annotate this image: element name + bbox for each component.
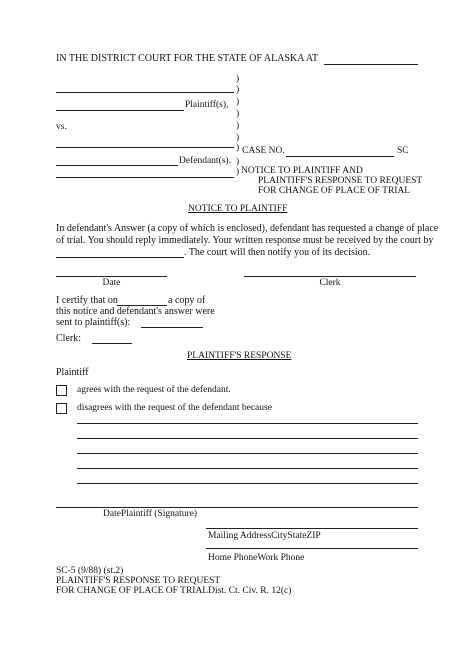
reason-line[interactable] xyxy=(77,468,418,469)
defendant-name-line-2[interactable] xyxy=(56,165,178,166)
case-no-field[interactable] xyxy=(286,156,394,157)
response-deadline-field[interactable] xyxy=(56,257,184,258)
agree-option-label: agrees with the request of the defendant. xyxy=(77,385,231,395)
certify-text-copy: a copy of xyxy=(168,295,206,306)
mailing-address-label: Mailing AddressCityStateZIP xyxy=(208,531,321,541)
response-title: PLAINTIFF'S RESPONSE xyxy=(187,351,292,361)
date-line[interactable] xyxy=(56,276,167,277)
defendant-label: Defendant(s). xyxy=(179,156,231,166)
plaintiff-name-line[interactable] xyxy=(56,92,234,93)
caption-paren: ) xyxy=(236,109,240,119)
certify-sent-field[interactable] xyxy=(141,327,203,328)
vs-label: vs. xyxy=(56,122,67,132)
phone-line[interactable] xyxy=(206,548,418,549)
caption-paren: ) xyxy=(236,97,240,107)
disagree-option-label: disagrees with the request of the defendant because xyxy=(77,403,272,413)
notice-body-line-1: In defendant's Answer (a copy of which is enclosed), defendant has requested a change of place xyxy=(56,223,439,234)
doc-title-line-3: FOR CHANGE OF PLACE OF TRIAL xyxy=(258,186,411,196)
notice-body-line-2: of trial. You should reply immediately. Your written response must be received by the court by xyxy=(56,235,434,246)
caption-paren: ) xyxy=(236,121,240,131)
response-plaintiff-label: Plaintiff xyxy=(56,367,89,378)
form-id: SC-5 (9/88) (st.2) xyxy=(56,566,124,576)
disagree-checkbox[interactable] xyxy=(56,403,67,414)
caption-paren: ) xyxy=(236,85,240,95)
footer-line-3: FOR CHANGE OF PLACE OF TRIALDist. Ct. Civ. R. 12(c) xyxy=(56,586,292,596)
caption-paren: ) xyxy=(236,167,240,177)
court-heading: IN THE DISTRICT COURT FOR THE STATE OF ALASKA AT xyxy=(56,53,319,64)
case-suffix: SC xyxy=(397,146,409,156)
plaintiff-label: Plaintiff(s), xyxy=(185,100,229,110)
clerk-label: Clerk xyxy=(319,278,341,288)
certify-text-line-3: sent to plaintiff(s): xyxy=(56,317,131,328)
date-signature-label: DatePlaintiff (Signature) xyxy=(103,509,198,519)
phone-label: Home PhoneWork Phone xyxy=(208,553,305,563)
footer-line-2: PLAINTIFF'S RESPONSE TO REQUEST xyxy=(56,576,221,586)
notice-title: NOTICE TO PLAINTIFF xyxy=(188,204,288,214)
defendant-name-line-3[interactable] xyxy=(56,177,234,178)
doc-title-line-1: NOTICE TO PLAINTIFF AND xyxy=(241,166,363,176)
defendant-name-line[interactable] xyxy=(56,147,234,148)
court-location-field[interactable] xyxy=(324,64,418,65)
reason-line[interactable] xyxy=(77,483,418,484)
certify-text-start: I certify that on xyxy=(56,295,118,306)
caption-paren: ) xyxy=(236,74,240,84)
caption-paren: ) xyxy=(236,157,240,167)
notice-body-line-3: . The court will then notify you of its decision. xyxy=(184,247,371,258)
case-no-label: CASE NO. xyxy=(242,146,285,156)
reason-line[interactable] xyxy=(77,423,418,424)
plaintiff-name-line-2[interactable] xyxy=(56,110,184,111)
reason-line[interactable] xyxy=(77,453,418,454)
clerk-short-label: Clerk: xyxy=(56,333,81,344)
caption-paren: ) xyxy=(236,133,240,143)
plaintiff-signature-line[interactable] xyxy=(56,507,418,508)
clerk-initials-field[interactable] xyxy=(92,343,132,344)
caption-paren: ) xyxy=(236,143,240,153)
agree-checkbox[interactable] xyxy=(56,385,67,396)
doc-title-line-2: PLAINTIFF'S RESPONSE TO REQUEST xyxy=(258,176,423,186)
reason-line[interactable] xyxy=(77,438,418,439)
date-label: Date xyxy=(102,278,121,288)
clerk-signature-line[interactable] xyxy=(244,276,416,277)
certify-text-line-2: this notice and defendant's answer were xyxy=(56,306,215,317)
mailing-address-line[interactable] xyxy=(206,528,418,529)
